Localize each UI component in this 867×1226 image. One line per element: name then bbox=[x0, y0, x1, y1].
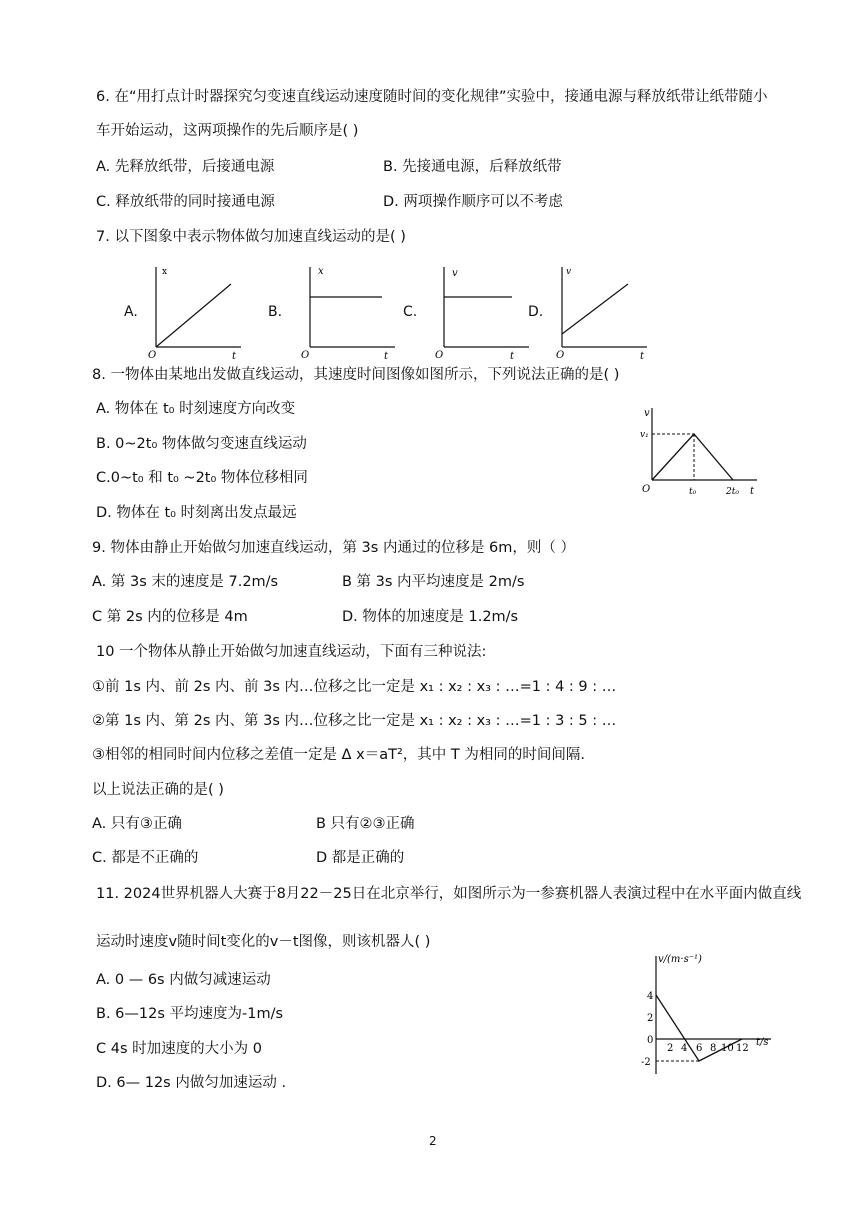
q6-stem-line1: 6. 在“用打点计时器探究匀变速直线运动速度随时间的变化规律”实验中，接通电源与释放纸带让纸带随小 bbox=[96, 89, 768, 105]
q7-graph-a-ylabel: x bbox=[162, 267, 168, 277]
q7-graph-d-xlabel: t bbox=[640, 351, 645, 362]
q11-option-b: B. 6—12s 平均速度为-1m/s bbox=[96, 1006, 284, 1022]
q7-graph-a-xlabel: t bbox=[232, 351, 237, 362]
q7-graph-c-xlabel: t bbox=[510, 351, 515, 362]
q11-graph-xtick-12: 12 bbox=[736, 1043, 749, 1054]
page-number: 2 bbox=[429, 1134, 437, 1148]
q11-graph-xtick-8: 8 bbox=[710, 1043, 717, 1054]
q8-graph-v1: v₁ bbox=[640, 430, 649, 440]
q8-option-a: A. 物体在 t₀ 时刻速度方向改变 bbox=[96, 401, 296, 417]
q11-graph-ytick-4: 4 bbox=[647, 991, 654, 1002]
q8-stem: 8. 一物体由某地出发做直线运动，其速度时间图像如图所示，下列说法正确的是( ) bbox=[92, 367, 620, 383]
q11-option-a: A. 0 — 6s 内做匀减速运动 bbox=[96, 972, 271, 988]
q7-graph-d-label: D. bbox=[528, 304, 544, 320]
q7-graph-c bbox=[434, 262, 534, 362]
q7-graph-b-label: B. bbox=[268, 304, 283, 320]
q11-graph-ylabel: v/(m·s⁻¹) bbox=[658, 954, 702, 965]
q8-vt-graph bbox=[632, 402, 762, 502]
q10-statement-3: ③相邻的相同时间内位移之差值一定是 Δ x＝aT²，其中 T 为相同的时间间隔. bbox=[92, 747, 585, 763]
q10-statement-1: ①前 1s 内、前 2s 内、前 3s 内…位移之比一定是 x₁ : x₂ : x₃ : …=1 : 4 : 9 : … bbox=[92, 679, 617, 695]
q10-option-c: C. 都是不正确的 bbox=[92, 850, 199, 866]
q8-graph-2t0: 2t₀ bbox=[726, 487, 739, 497]
q8-graph-origin: O bbox=[642, 484, 651, 495]
q9-option-d: D. 物体的加速度是 1.2m/s bbox=[342, 609, 519, 625]
q11-option-c: C 4s 时加速度的大小为 0 bbox=[96, 1041, 262, 1057]
q11-graph-ytick-0: 0 bbox=[647, 1035, 654, 1046]
q7-graph-a bbox=[146, 262, 246, 362]
q7-graph-d-ylabel: v bbox=[566, 267, 572, 277]
q11-graph-xtick-6: 6 bbox=[696, 1043, 703, 1054]
q7-graph-c-ylabel: v bbox=[452, 268, 458, 279]
q9-option-a: A. 第 3s 末的速度是 7.2m/s bbox=[92, 574, 279, 590]
q7-graph-c-origin: O bbox=[435, 350, 444, 361]
q7-graph-a-label: A. bbox=[124, 304, 138, 320]
q10-option-a: A. 只有③正确 bbox=[92, 816, 182, 832]
q7-graph-b-ylabel: x bbox=[318, 266, 324, 277]
q7-stem: 7. 以下图象中表示物体做匀加速直线运动的是( ) bbox=[96, 229, 406, 245]
q8-option-b: B. 0~2t₀ 物体做匀变速直线运动 bbox=[96, 436, 307, 452]
q11-option-d: D. 6— 12s 内做匀加速运动 . bbox=[96, 1075, 287, 1091]
q11-graph-xtick-10: 10 bbox=[721, 1043, 734, 1054]
q9-option-b: B 第 3s 内平均速度是 2m/s bbox=[342, 574, 525, 590]
q11-graph-xlabel: t/s bbox=[756, 1037, 769, 1048]
q6-option-c: C. 释放纸带的同时接通电源 bbox=[96, 194, 275, 210]
q8-graph-t0: t₀ bbox=[689, 487, 697, 497]
q6-option-a: A. 先释放纸带，后接通电源 bbox=[96, 159, 275, 175]
q7-graph-b-xlabel: t bbox=[384, 351, 389, 362]
q8-option-c: C.0~t₀ 和 t₀ ~2t₀ 物体位移相同 bbox=[96, 470, 308, 486]
q7-graph-b-origin: O bbox=[301, 350, 310, 361]
q11-vt-graph bbox=[636, 944, 786, 1084]
q11-graph-ytick-neg2: -2 bbox=[641, 1057, 651, 1068]
q6-option-b: B. 先接通电源，后释放纸带 bbox=[383, 159, 562, 175]
q7-graph-b bbox=[300, 262, 400, 362]
q11-graph-xtick-4: 4 bbox=[681, 1043, 688, 1054]
q11-graph-ytick-2: 2 bbox=[647, 1013, 654, 1024]
q7-graph-c-label: C. bbox=[403, 304, 418, 320]
q7-graph-d-origin: O bbox=[556, 350, 565, 361]
q10-statement-2: ②第 1s 内、第 2s 内、第 3s 内…位移之比一定是 x₁ : x₂ : x₃ : …=1 : 3 : 5 : … bbox=[92, 713, 617, 729]
q11-stem-line2: 运动时速度v随时间t变化的v－t图像，则该机器人( ) bbox=[96, 934, 431, 950]
q7-graph-a-origin: O bbox=[148, 350, 157, 361]
q6-option-d: D. 两项操作顺序可以不考虑 bbox=[383, 194, 563, 210]
q8-option-d: D. 物体在 t₀ 时刻离出发点最远 bbox=[96, 505, 297, 521]
q11-graph-xtick-2: 2 bbox=[667, 1043, 674, 1054]
q10-option-d: D 都是正确的 bbox=[316, 850, 405, 866]
q10-option-b: B 只有②③正确 bbox=[316, 816, 415, 832]
q8-graph-ylabel: v bbox=[644, 408, 650, 419]
q10-ask: 以上说法正确的是( ) bbox=[92, 782, 224, 798]
q7-graph-d bbox=[552, 262, 652, 362]
q6-stem-line2: 车开始运动，这两项操作的先后顺序是( ) bbox=[96, 123, 359, 139]
q9-option-c: C 第 2s 内的位移是 4m bbox=[92, 609, 248, 625]
q9-stem: 9. 物体由静止开始做匀加速直线运动，第 3s 内通过的位移是 6m，则（ ） bbox=[92, 540, 576, 556]
q11-stem-line1: 11. 2024世界机器人大赛于8月22－25日在北京举行，如图所示为一参赛机器人表演过程中在水平面内做直线 bbox=[96, 886, 802, 902]
q10-stem: 10 一个物体从静止开始做匀加速直线运动，下面有三种说法: bbox=[96, 644, 487, 660]
q8-graph-xlabel: t bbox=[750, 486, 755, 497]
